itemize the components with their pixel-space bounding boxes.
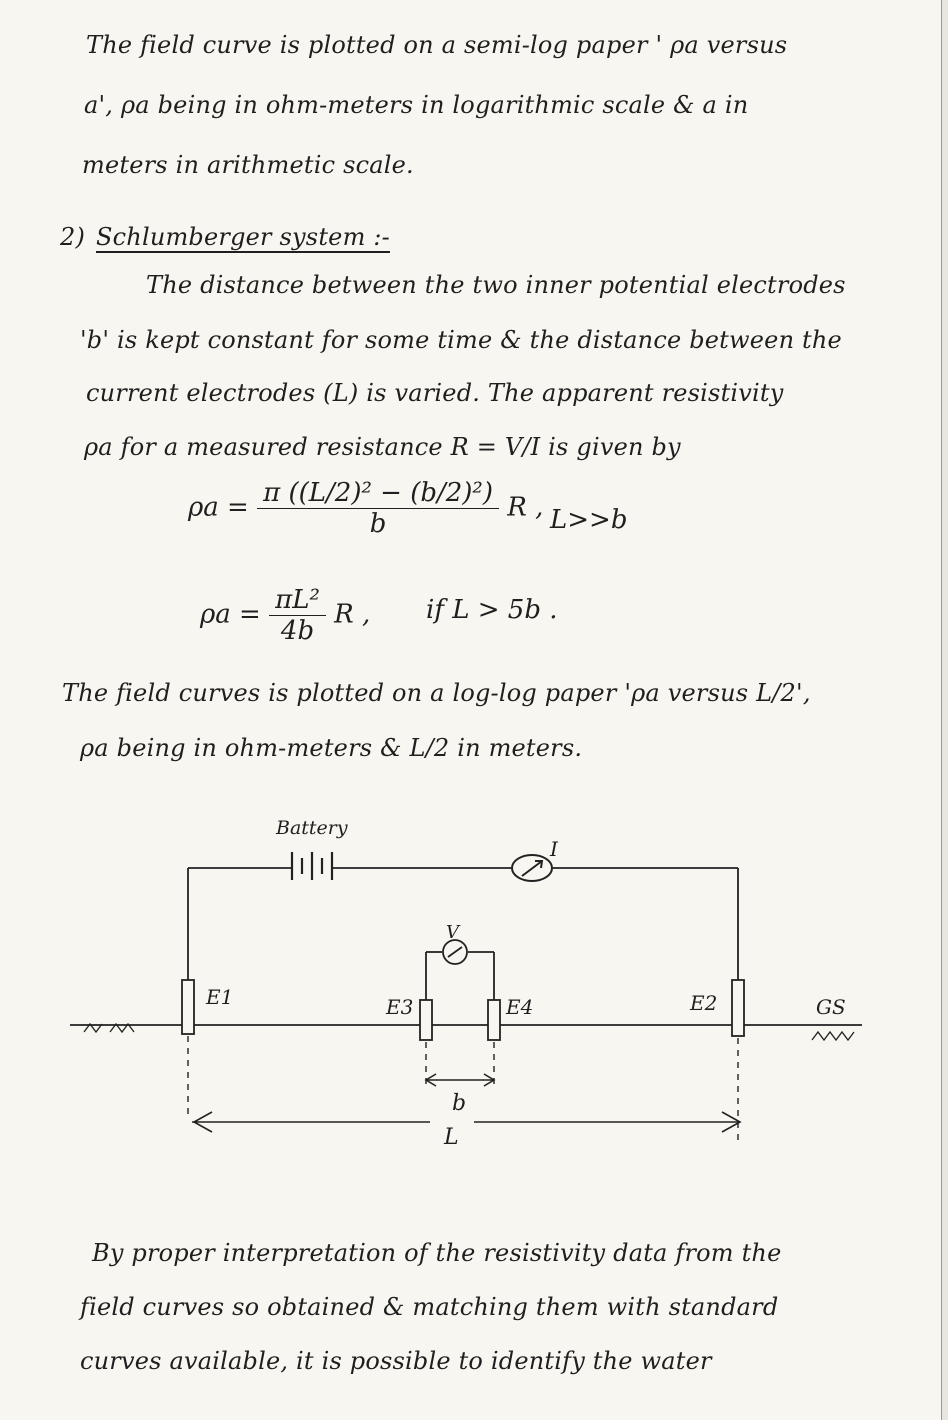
- equation-2-fraction: [269, 585, 326, 646]
- electrode-e4: [488, 1000, 500, 1040]
- equation-2-tail: R ,: [334, 599, 371, 630]
- paragraph4-line2: field curves so obtained & matching them with standard: [80, 1293, 779, 1321]
- current-circuit-wire: [188, 868, 738, 980]
- ammeter-icon: [512, 855, 552, 881]
- section-heading: Schlumberger system :-: [96, 223, 390, 251]
- ground-hatch-right: [812, 1032, 854, 1040]
- section2-line3: current electrodes (L) is varied. The apparent resistivity: [86, 379, 784, 407]
- spacing-b-label: b: [452, 1091, 467, 1116]
- equation-1-numerator: π ((L/2)² − (b/2)²): [257, 478, 499, 509]
- paragraph1-line3: meters in arithmetic scale.: [82, 151, 414, 179]
- equation-1-denominator: b: [369, 509, 387, 539]
- paragraph4-line3: curves available, it is possible to identify the water: [80, 1347, 712, 1375]
- spacing-L-label: L: [444, 1125, 459, 1150]
- equation-2-condition: if L > 5b .: [426, 595, 558, 625]
- electrode-e3: [420, 1000, 432, 1040]
- section2-line2: 'b' is kept constant for some time & the distance between the: [80, 326, 842, 354]
- equation-2: [200, 585, 370, 646]
- equation-2-lhs: ρa =: [200, 599, 261, 630]
- battery-label: Battery: [276, 817, 348, 839]
- paragraph3-line1: The field curves is plotted on a log-log paper 'ρa versus L/2',: [62, 679, 811, 707]
- dimension-guides: [188, 1036, 738, 1140]
- schlumberger-circuit-diagram: [0, 800, 948, 1180]
- equation-1-fraction: [257, 478, 499, 539]
- paragraph1-line1: The field curve is plotted on a semi-log paper ' ρa versus: [86, 31, 788, 59]
- equation-1: [188, 478, 543, 539]
- voltmeter-icon: [443, 940, 467, 964]
- page-edge-shadow: [941, 0, 948, 1420]
- equation-2-numerator: πL²: [269, 585, 326, 616]
- electrode-e1-label: E1: [206, 985, 234, 1009]
- spacing-b-arrow: [426, 1074, 494, 1086]
- paragraph3-line2: ρa being in ohm-meters & L/2 in meters.: [80, 734, 583, 762]
- equation-1-lhs: ρa =: [188, 492, 249, 523]
- electrode-e2-label: E2: [690, 991, 718, 1015]
- paragraph1-line2: a', ρa being in ohm-meters in logarithmic scale & a in: [84, 91, 749, 119]
- equation-1-condition: L>>b: [550, 505, 628, 535]
- equation-2-denominator: 4b: [280, 616, 315, 646]
- section2-line4: ρa for a measured resistance R = V/I is given by: [84, 433, 681, 461]
- section2-line1: The distance between the two inner potential electrodes: [146, 271, 846, 299]
- equation-1-tail: R ,: [507, 492, 544, 523]
- current-label: I: [550, 837, 558, 861]
- potential-circuit-wire: [426, 952, 494, 1000]
- electrode-e2: [732, 980, 744, 1036]
- voltmeter-label: V: [446, 922, 459, 943]
- ground-surface-label: GS: [816, 995, 846, 1019]
- electrode-e1: [182, 980, 194, 1034]
- section-number: 2): [60, 223, 86, 251]
- battery-icon: [292, 852, 332, 880]
- electrode-e3-label: E3: [386, 995, 414, 1019]
- paragraph4-line1: By proper interpretation of the resistivity data from the: [92, 1239, 782, 1267]
- electrode-e4-label: E4: [506, 995, 534, 1019]
